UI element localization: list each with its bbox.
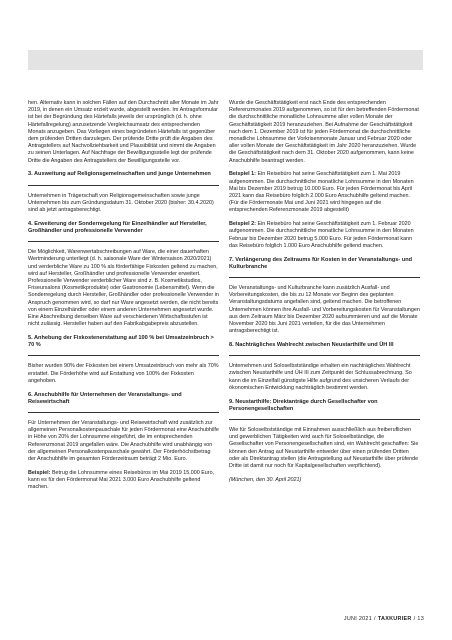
- section-9-rule: [229, 419, 420, 420]
- section-9-paragraph: Wie für Soloselbstständige mit Einnahmen ausschließlich aus freiberuflichen und gewerblichen Tätigkeiten wird auch für Soloselbständige, die Gesellschafter von Personengesellschaften sind, ein Wahlrecht geschaffen: Sie können den Antrag auf Neustarthilfe entweder über einen prüfenden Dritten oder als Direktantrag stellen (die Antragstellung auf Neustarthilfe über prüfende Dritte ist damit nur noch für Kapitalgesellschaften verpflichtend).: [229, 427, 419, 470]
- publication-name: TAXKURIER: [377, 616, 412, 622]
- section-6-rule: [28, 412, 219, 413]
- section-5-rule: [28, 355, 219, 356]
- section-6-example: [28, 470, 219, 492]
- example-text: Betrug die Lohnsumme eines Reisebüros im Mai 2019 15.000 Euro, kann es für den Fördermonat Mai 2021 3.000 Euro Anschubhilfe geltend machen.: [28, 469, 215, 491]
- section-8-paragraph: Unternehmen und Soloselbstständige erhalten ein nachträgliches Wahlrecht zwischen Neustarthilfe und ÜH III zum Zeitpunkt der Schlussabrechnung. So kann die im Einzelfall günstigste Hilfe aufgrund des unsicheren Verlaufs der ökonomischen Entwicklung nachträglich bestimmt werden.: [229, 363, 412, 391]
- page-number: 13: [417, 616, 424, 622]
- section-3-rule: [28, 185, 219, 186]
- example-2: [229, 221, 420, 250]
- section-5-paragraph: Bisher wurden 90% der Fixkosten bei einem Umsatzeinbruch von mehr als 70% erstattet. Die Förderhöhe wird auf Erstattung von 100% der Fixkosten angehoben.: [28, 363, 219, 384]
- section-8-rule: [229, 355, 420, 356]
- example-1-lead: Beispiel 1:: [229, 171, 256, 178]
- issue-date: JUNI 2021: [343, 616, 373, 622]
- left-column: [28, 100, 219, 498]
- section-3-heading: 3. Ausweitung auf Religionsgemeinschaften und junge Unternehmen: [28, 171, 211, 178]
- right-intro-paragraph: Wurde die Geschäftstätigkeit erst nach Ende des entsprechenden Referenzmonates 2019 aufgenommen, so ist für den betreffenden Fördermonat die durchschnittliche monatliche Lohnsumme aller vollen Monate der Geschäftstätigkeit 2019 heranzuziehen. Bei Aufnahme der Geschäftstätigkeit nach dem 1. Dezember 2019 ist für jeden Fördermonat die durchschnittliche monatliche Lohnsumme der Vorkrisenmonate Januar und Februar 2020 oder aller vollen Monate der Geschäftstätigkeit im Jahr 2020 heranzuziehen. Wurde die Geschäftstätigkeit nach dem 31. Oktober 2020 aufgenommen, kann keine Anschubhilfe beantragt werden.: [229, 100, 419, 164]
- section-7-paragraph: Die Veranstaltungs- und Kulturbranche kann zusätzlich Ausfall- und Vorbereitungskosten, die bis zu 12 Monate vor Beginn des geplanten Veranstaltungsdatums angefallen sind, geltend machen. Die betroffenen Unternehmen können ihre Ausfall- und Vorbereitungskosten für Veranstaltungen aus dem Zeitraum März bis Dezember 2020 aufsummieren und auf die Monate November 2020 bis Juni 2021 verteilen, für die das Unternehmen antragsberechtigt ist.: [229, 285, 420, 335]
- page-footer: [344, 616, 424, 622]
- left-intro-paragraph: hen. Alternativ kann in solchen Fällen auf den Durchschnitt aller Monate im Jahr 2019, in denen ein Umsatz erzielt wurde, abgestellt werden. Im Antragsformular ist bei der Begründung des Härtefalls jeweils der ursprünglich (d. h. ohne Härtefallregelung) anzusetzende Vergleichsumsatz des entsprechenden Monats anzugeben. Das Vorliegen eines begründeten Härtefalls ist gegenüber dem prüfenden Dritten darzulegen. Der prüfende Dritte prüft die Angaben des Antragstellers auf Nachvollziehbarkeit und Plausibilität und nimmt die Angaben zu seinen Unterlagen. Auf Nachfrage der Bewilligungsstelle legt der prüfende Dritte die Angaben des Antragstellers der Bewilligungsstelle vor.: [28, 100, 219, 164]
- example-1-text: Ein Reisebüro hat seine Geschäftstätigkeit zum 1. Mai 2019 aufgenommen. Die durchschnittliche monatliche Lohnsumme in den Monaten Mai bis Dezember 2019 betrug 10.000 Euro. Für jeden Fördermonat bis April 2021 kann das Reisebüro folglich 2.000 Euro Anschubhilfe geltend machen. (Für die Fördermonate Mai und Juni 2021 wird hingegen auf die entsprechenden Referenzmonate 2019 abgestellt): [229, 171, 414, 214]
- example-lead: Beispiel:: [28, 469, 51, 476]
- right-column: [229, 100, 420, 491]
- section-6-heading: 6. Anschubhilfe für Unternehmen der Veranstaltungs- und Reisewirtschaft: [28, 391, 182, 405]
- example-2-lead: Beispiel 2:: [229, 221, 256, 228]
- example-2-text: Ein Reisebüro hat seine Geschäftstätigkeit zum 1. Februar 2020 aufgenommen. Die durchschnittliche monatliche Lohnsumme in den Monaten Februar bis Dezember 2020 betrug 5.000 Euro. Für jeden Fördermonat kann das Reisebüro folglich 1.000 Euro Anschubhilfe geltend machen.: [229, 221, 414, 249]
- section-8-heading: 8. Nachträgliches Wahlrecht zwischen Neustarthilfe und ÜH III: [229, 342, 394, 349]
- section-6-paragraph: Für Unternehmen der Veranstaltungs- und Reisewirtschaft wird zusätzlich zur allgemeinen Personalkostenpauschale für jeden Fördermonat eine Anschubhilfe in Höhe von 20% der Lohnsumme eingeführt, die im entsprechenden Referenzmonat 2019 angefallen wäre. Die Anschubhilfe wird unabhängig von der allgemeinen Personalkostenpauschale gewährt. Der Förderhöchstbetrag der Anschubhilfe im gesamten Förderzeitraum beträgt 2 Mio. Euro.: [28, 420, 219, 463]
- section-7-heading: 7. Verlängerung des Zeitraums für Kosten in der Veranstaltungs- und Kulturbranche: [229, 256, 413, 270]
- section-9-heading: 9. Neustarthilfe: Direktanträge durch Gesellschafter von Personengesellschaften: [229, 398, 378, 412]
- header-band: [28, 50, 423, 70]
- section-4-heading: 4. Erweiterung der Sonderregelung für Einzelhändler auf Hersteller, Großhändler und professionelle Verwender: [28, 220, 207, 235]
- section-4-paragraph: Die Möglichkeit, Warenwertabschreibungen auf Ware, die einer dauerhaften Wertminderung unterliegt (d. h. saisonale Ware der Wintersaison 2020/2021) und verderbliche Ware zu 100 % als förderfähige Fixkosten geltend zu machen, wird auf Hersteller, Großhändler und professionelle Verwender erweitert. Professionelle Verwender verderblicher Ware sind z. B. Kosmetikstudios, Friseursalons (Kosmetikprodukte) oder Gastronomie (Lebensmittel). Wenn die Sonderregelung durch Hersteller, Großhändler oder professionelle Verwender in Anspruch genommen wird, so darf nur Ware angesetzt werden, die nicht bereits von einem Einzelhändler oder einem anderen Unternehmen angesetzt wurde. Eine Abschreibung derselben Ware auf verschiedenen Wirtschaftsstufen ist nicht zulässig. Hersteller haben auf den Fabrikabgabepreis abzustellen.: [28, 249, 219, 328]
- section-7-rule: [229, 277, 420, 278]
- section-4-rule: [28, 241, 219, 242]
- example-1: [229, 171, 420, 214]
- section-5-heading: 5. Anhebung der Fixkostenerstattung auf 100 % bei Umsatzeinbruch > 70 %: [28, 335, 214, 349]
- page-separator: /: [413, 616, 416, 622]
- section-3-paragraph: Unternehmen in Trägerschaft von Religionsgemeinschaften sowie junge Unternehmen bis zum Gründungsdatum 31. Oktober 2020 (bisher: 30.4.2020) sind ab jetzt antragsberechtigt.: [28, 192, 214, 214]
- dateline: (München, den 30. April 2021): [229, 476, 302, 483]
- footer-separator: /: [374, 616, 376, 622]
